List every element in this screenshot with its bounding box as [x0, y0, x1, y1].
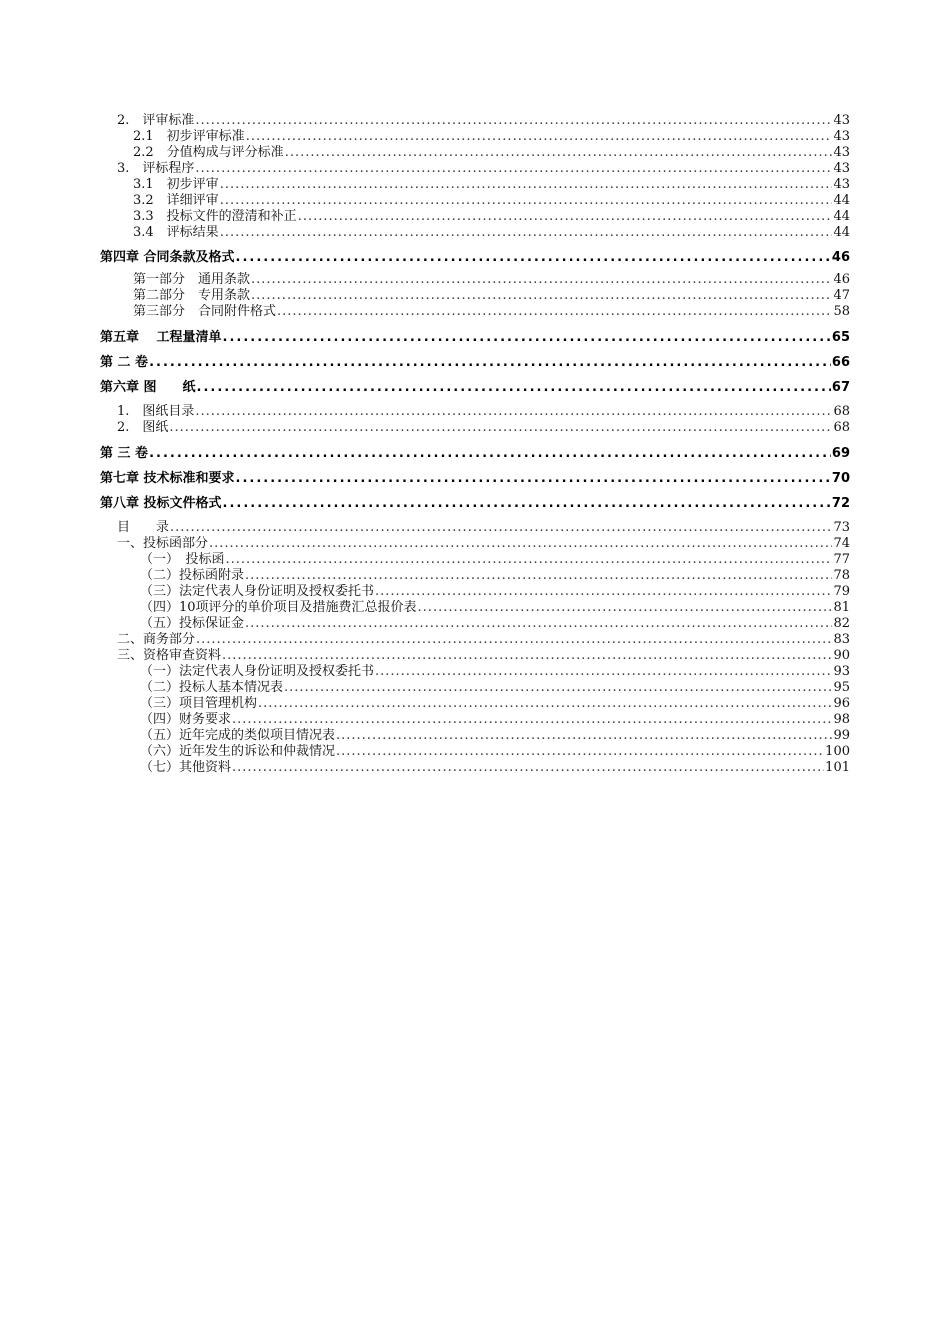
toc-page-number: 79: [833, 584, 850, 599]
toc-page-number: 46: [831, 250, 850, 265]
toc-entry[interactable]: [100, 600, 850, 616]
toc-entry-title: （五）投标保证金: [140, 616, 245, 631]
toc-entry[interactable]: [100, 113, 850, 129]
toc-page-number: 81: [833, 600, 850, 615]
toc-entry-title: （一） 投标函: [140, 552, 225, 567]
toc-page-number: 95: [833, 680, 850, 695]
toc-volume-entry[interactable]: [100, 354, 850, 371]
toc-leader-dots: [220, 177, 833, 193]
toc-entry-title: 目 录: [117, 520, 170, 535]
toc-leader-dots: [251, 272, 832, 288]
toc-page-number: 78: [833, 568, 850, 583]
toc-page-number: 98: [833, 712, 850, 727]
toc-leader-dots: [236, 249, 831, 266]
toc-entry-title: 三、资格审查资料: [117, 648, 222, 663]
toc-entry[interactable]: [100, 420, 850, 436]
toc-page-number: 44: [833, 225, 850, 240]
toc-entry[interactable]: [100, 272, 850, 288]
toc-page-number: 44: [833, 209, 850, 224]
toc-entry[interactable]: [100, 632, 850, 648]
toc-entry[interactable]: [100, 288, 850, 304]
toc-entry[interactable]: [100, 404, 850, 420]
toc-chapter-entry[interactable]: [100, 329, 850, 346]
toc-leader-dots: [222, 648, 832, 664]
toc-entry-title: 2.2 分值构成与评分标准: [133, 145, 284, 160]
toc-entry-title: 第七章 技术标准和要求: [100, 471, 235, 486]
toc-leader-dots: [195, 113, 832, 129]
toc-page-number: 82: [833, 616, 850, 631]
toc-leader-dots: [245, 616, 832, 632]
toc-leader-dots: [220, 193, 833, 209]
toc-leader-dots: [209, 536, 832, 552]
toc-entry[interactable]: [100, 145, 850, 161]
toc-page-number: 100: [825, 744, 850, 759]
toc-entry[interactable]: [100, 648, 850, 664]
toc-page-number: 74: [833, 536, 850, 551]
toc-entry-title: 第三部分 合同附件格式: [133, 304, 277, 319]
toc-entry-title: 3.4 评标结果: [133, 225, 219, 240]
toc-leader-dots: [196, 632, 832, 648]
toc-entry[interactable]: [100, 728, 850, 744]
toc-page-number: 43: [833, 113, 850, 128]
toc-entry-title: （六）近年发生的诉讼和仲裁情况: [140, 744, 336, 759]
toc-entry-title: （三）项目管理机构: [140, 696, 258, 711]
toc-page-number: 43: [833, 145, 850, 160]
toc-leader-dots: [195, 404, 832, 420]
toc-entry-title: 3. 评标程序: [117, 161, 195, 176]
toc-leader-dots: [226, 552, 833, 568]
toc-page-number: 70: [831, 471, 850, 486]
toc-page-number: 58: [833, 304, 850, 319]
toc-page-number: 44: [833, 193, 850, 208]
toc-leader-dots: [375, 664, 832, 680]
toc-leader-dots: [284, 680, 832, 696]
toc-page-number: 46: [833, 272, 850, 287]
toc-entry[interactable]: [100, 584, 850, 600]
toc-leader-dots: [236, 470, 831, 487]
toc-entry[interactable]: [100, 696, 850, 712]
toc-leader-dots: [220, 225, 833, 241]
toc-entry-title: （三）法定代表人身份证明及授权委托书: [140, 584, 375, 599]
toc-entry[interactable]: [100, 744, 850, 760]
toc-page-number: 43: [833, 161, 850, 176]
toc-entry-title: 2. 评审标准: [117, 113, 195, 128]
toc-entry-title: （二）投标函附录: [140, 568, 245, 583]
toc-entry[interactable]: [100, 552, 850, 568]
toc-entry-title: 1. 图纸目录: [117, 404, 195, 419]
toc-entry[interactable]: [100, 129, 850, 145]
toc-entry-title: （四）财务要求: [140, 712, 232, 727]
toc-leader-dots: [149, 354, 831, 371]
toc-page-number: 68: [833, 404, 850, 419]
toc-page-number: 68: [833, 420, 850, 435]
toc-chapter-entry[interactable]: [100, 470, 850, 487]
toc-entry-title: 2. 图纸: [117, 420, 169, 435]
toc-entry[interactable]: [100, 304, 850, 320]
toc-entry-title: （四）10项评分的单价项目及措施费汇总报价表: [140, 600, 417, 615]
toc-page-number: 90: [833, 648, 850, 663]
toc-chapter-entry[interactable]: [100, 379, 850, 396]
table-of-contents: [100, 113, 850, 776]
toc-chapter-entry[interactable]: [100, 249, 850, 266]
toc-entry-title: （七）其他资料: [140, 760, 232, 775]
toc-leader-dots: [246, 129, 833, 145]
toc-leader-dots: [298, 209, 833, 225]
toc-chapter-entry[interactable]: [100, 495, 850, 512]
toc-entry[interactable]: [100, 209, 850, 225]
toc-entry-title: 二、商务部分: [117, 632, 196, 647]
toc-entry[interactable]: [100, 193, 850, 209]
toc-entry[interactable]: [100, 760, 850, 776]
toc-leader-dots: [336, 744, 824, 760]
toc-leader-dots: [277, 304, 832, 320]
toc-leader-dots: [375, 584, 832, 600]
toc-entry-title: 第五章 工程量清单: [100, 330, 222, 345]
toc-entry-title: 第 三 卷: [100, 446, 149, 461]
toc-page-number: 47: [833, 288, 850, 303]
toc-entry-title: 3.3 投标文件的澄清和补正: [133, 209, 297, 224]
toc-leader-dots: [285, 145, 833, 161]
toc-page-number: 99: [833, 728, 850, 743]
toc-entry-title: 第 二 卷: [100, 355, 149, 370]
toc-volume-entry[interactable]: [100, 445, 850, 462]
toc-entry-title: （五）近年完成的类似项目情况表: [140, 728, 336, 743]
toc-leader-dots: [197, 379, 831, 396]
toc-page-number: 101: [825, 760, 850, 775]
toc-page-number: 66: [831, 355, 850, 370]
toc-entry-title: 第六章 图 纸: [100, 380, 196, 395]
toc-page-number: 43: [833, 177, 850, 192]
toc-page-number: 93: [833, 664, 850, 679]
toc-entry[interactable]: [100, 664, 850, 680]
toc-leader-dots: [170, 520, 832, 536]
toc-entry[interactable]: [100, 536, 850, 552]
toc-leader-dots: [232, 712, 832, 728]
toc-page-number: 65: [831, 330, 850, 345]
toc-entry-title: （一）法定代表人身份证明及授权委托书: [140, 664, 375, 679]
toc-entry-title: 2.1 初步评审标准: [133, 129, 245, 144]
toc-entry[interactable]: [100, 568, 850, 584]
toc-entry[interactable]: [100, 616, 850, 632]
toc-leader-dots: [149, 445, 831, 462]
toc-entry[interactable]: [100, 177, 850, 193]
toc-page-number: 83: [833, 632, 850, 647]
toc-leader-dots: [223, 329, 831, 346]
toc-entry-title: 3.2 详细评审: [133, 193, 219, 208]
toc-page-number: 67: [831, 380, 850, 395]
toc-leader-dots: [169, 420, 832, 436]
toc-entry[interactable]: [100, 712, 850, 728]
toc-page-number: 72: [831, 496, 850, 511]
toc-entry-title: 一、投标函部分: [117, 536, 209, 551]
toc-entry[interactable]: [100, 520, 850, 536]
toc-entry-title: （二）投标人基本情况表: [140, 680, 284, 695]
toc-page-number: 77: [833, 552, 850, 567]
toc-entry-title: 第四章 合同条款及格式: [100, 250, 235, 265]
toc-leader-dots: [251, 288, 832, 304]
toc-page-number: 96: [833, 696, 850, 711]
toc-leader-dots: [245, 568, 832, 584]
toc-leader-dots: [258, 696, 832, 712]
toc-page-number: 73: [833, 520, 850, 535]
toc-entry-title: 第一部分 通用条款: [133, 272, 251, 287]
toc-entry-title: 3.1 初步评审: [133, 177, 219, 192]
toc-leader-dots: [195, 161, 832, 177]
toc-page-number: 43: [833, 129, 850, 144]
toc-page-number: 69: [831, 446, 850, 461]
toc-entry-title: 第二部分 专用条款: [133, 288, 251, 303]
toc-entry[interactable]: [100, 680, 850, 696]
toc-entry-title: 第八章 投标文件格式: [100, 496, 222, 511]
toc-leader-dots: [336, 728, 832, 744]
toc-leader-dots: [418, 600, 833, 616]
toc-entry[interactable]: [100, 161, 850, 177]
toc-entry[interactable]: [100, 225, 850, 241]
toc-leader-dots: [232, 760, 824, 776]
toc-leader-dots: [223, 495, 831, 512]
